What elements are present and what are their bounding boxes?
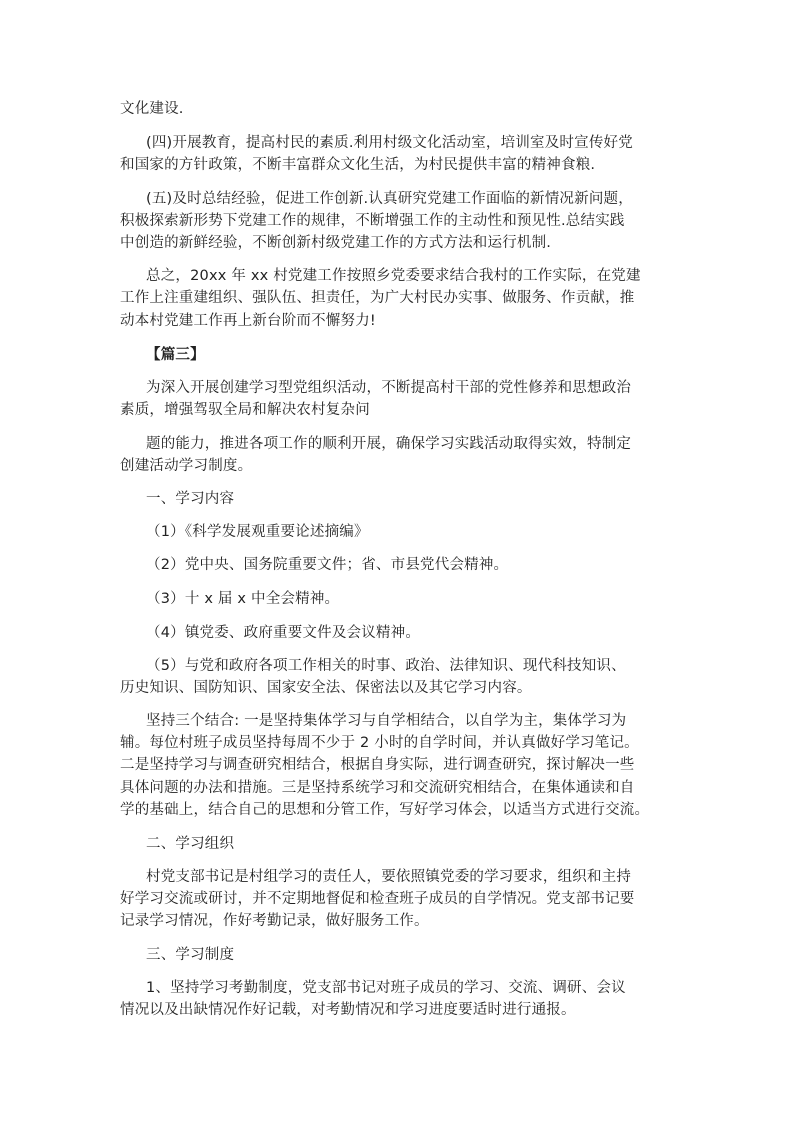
text-line: 1、坚持学习考勤制度，党支部书记对班子成员的学习、交流、调研、会议 — [146, 980, 626, 996]
text-line: 题的能力，推进各项工作的顺利开展，确保学习实践活动取得实效，特制定 — [146, 436, 632, 452]
text-line: 村党支部书记是村组学习的责任人，要依照镇党委的学习要求，组织和主持 — [146, 869, 632, 885]
subsection-heading: 一、学习内容 — [146, 491, 235, 507]
text-line: 辅。每位村班子成员坚持每周不少于 2 小时的自学时间，并认真做好学习笔记。 — [120, 735, 639, 751]
text-line: 好学习交流或研讨，并不定期地督促和检查班子成员的自学情况。党支部书记要 — [120, 891, 635, 907]
text-line: 为深入开展创建学习型党组织活动，不断提高村干部的党性修养和思想政治 — [146, 380, 632, 396]
list-item: （2）党中央、国务院重要文件；省、市县党代会精神。 — [146, 557, 509, 573]
text-line: 记录学习情况，作好考勤记录，做好服务工作。 — [120, 913, 429, 929]
list-item: （4）镇党委、政府重要文件及会议精神。 — [146, 625, 421, 641]
text-line: (四)开展教育，提高村民的素质.利用村级文化活动室，培训室及时宣传好党 — [146, 135, 633, 151]
text-line: 动本村党建工作再上新台阶而不懈努力! — [120, 313, 376, 329]
text-line: (五)及时总结经验，促进工作创新.认真研究党建工作面临的新情况新问题， — [146, 191, 633, 207]
text-line: 历史知识、国防知识、国家安全法、保密法以及其它学习内容。 — [120, 680, 532, 696]
text-line: 素质，增强驾驭全局和解决农村复杂问 — [120, 402, 370, 418]
list-item: （1）《科学发展观重要论述摘编》 — [146, 524, 369, 540]
section-heading: 【篇三】 — [146, 347, 205, 363]
text-line: 情况以及出缺情况作好记载，对考勤情况和学习进度要适时进行通报。 — [120, 1002, 576, 1018]
list-item: （3）十 x 届 x 中全会精神。 — [146, 591, 340, 607]
subsection-heading: 二、学习组织 — [146, 836, 235, 852]
text-line: 工作上注重建组织、强队伍、担责任，为广大村民办实事、做服务、作贡献，推 — [120, 290, 635, 306]
list-item: （5）与党和政府各项工作相关的时事、政治、法律知识、现代科技知识、 — [146, 658, 626, 674]
subsection-heading: 三、学习制度 — [146, 947, 235, 963]
text-line: 中创造的新鲜经验，不断创新村级党建工作的方式方法和运行机制. — [120, 235, 552, 251]
text-line: 坚持三个结合: 一是坚持集体学习与自学相结合，以自学为主，集体学习为 — [146, 713, 627, 729]
text-line: 具体问题的办法和措施。三是坚持系统学习和交流研究相结合，在集体通读和自 — [120, 780, 635, 796]
text-line: 文化建设. — [120, 101, 184, 117]
text-line: 和国家的方针政策，不断丰富群众文化生活，为村民提供丰富的精神食粮. — [120, 157, 596, 173]
text-line: 积极探索新形势下党建工作的规律，不断增强工作的主动性和预见性.总结实践 — [120, 213, 625, 229]
text-line: 创建活动学习制度。 — [120, 458, 253, 474]
text-line: 二是坚持学习与调查研究相结合，根据自身实际，进行调查研究，探讨解决一些 — [120, 757, 635, 773]
text-line: 总之，20xx 年 xx 村党建工作按照乡党委要求结合我村的工作实际，在党建 — [146, 268, 641, 284]
text-line: 学的基础上，结合自己的思想和分管工作，写好学习体会，以适当方式进行交流。 — [120, 802, 650, 818]
